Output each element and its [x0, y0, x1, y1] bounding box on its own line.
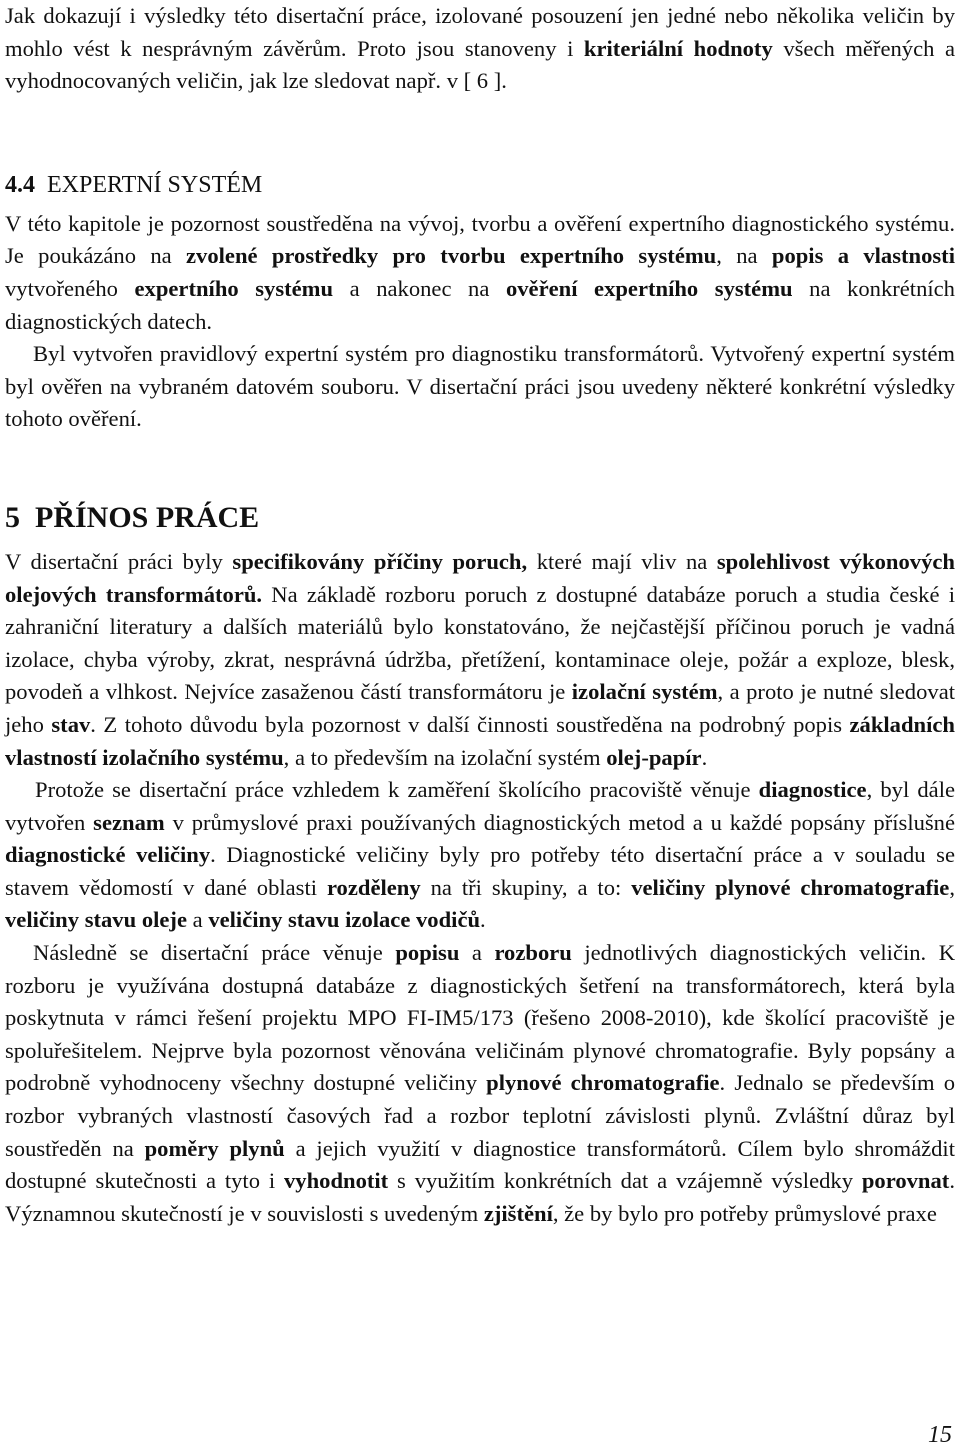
bold-run: spolehlivost výkonových olejových transformátorů. [5, 548, 955, 607]
text-run: Protože se disertační práce vzhledem k zaměření školícího pracoviště věnuje [35, 777, 759, 803]
bold-run: expertního systému [134, 275, 334, 301]
bold-run: kriteriální hodnoty [583, 35, 773, 61]
section-4-4-paragraph-1 [5, 208, 955, 338]
bold-run: porovnat [861, 1168, 950, 1194]
text-run: a [186, 907, 209, 933]
bold-run: poměry plynů [144, 1135, 285, 1161]
section-5-paragraph-2 [5, 774, 955, 937]
bold-run: rozděleny [326, 874, 421, 900]
text-run: . Z tohoto důvodu byla pozornost v další činnosti soustředěna na podrobný popis [90, 711, 850, 737]
bold-run: olej-papír [606, 744, 702, 770]
bold-run: diagnostické veličiny [5, 842, 211, 868]
text-run: , na [716, 243, 772, 269]
text-run: , [949, 874, 955, 900]
bold-run: plynové chromatografie [486, 1070, 720, 1096]
page-number: 15 [928, 1422, 952, 1448]
section-title: PŘÍNOS PRÁCE [35, 500, 260, 534]
text-run: . Jednalo se především o rozbor vybraných vlastností časových řad a rozbor teplotní závislosti plynů. Zvláštní důraz byl soustředěn na [5, 1070, 955, 1161]
bold-run: ověření expertního systému [505, 275, 793, 301]
section-number: 5 [5, 500, 20, 534]
text-run: , a to především na izolační systém [283, 744, 607, 770]
bold-run: popisu [395, 940, 460, 966]
bold-run: veličiny stavu izolace vodičů [208, 907, 481, 933]
text-run: v průmyslové praxi používaných diagnostických metod a u každé popsány příslušné [164, 809, 956, 835]
section-5-paragraph-1 [5, 546, 955, 774]
text-run: . Významnou skutečností je v souvislosti s uvedeným [5, 1168, 955, 1226]
text-run: s využitím konkrétních dat a vzájemně výsledky [388, 1168, 862, 1194]
bold-run: veličiny plynové chromatografie [631, 874, 950, 900]
bold-run: izolační systém [571, 679, 718, 705]
bold-run: veličiny stavu oleje [5, 907, 187, 933]
bold-run: rozboru [494, 940, 572, 966]
text-run: . [701, 744, 708, 770]
text-run: na tři skupiny, a to: [420, 874, 632, 900]
text-run: Následně se disertační práce věnuje [33, 940, 396, 966]
text-run: . [480, 907, 486, 933]
bold-run: zjištění [483, 1200, 553, 1226]
section-5-paragraph-3 [5, 937, 955, 1230]
section-number: 4.4 [5, 171, 35, 198]
text-run: které mají vliv na [527, 548, 717, 574]
text-run: vytvořeného [5, 275, 135, 301]
text-run: na konkrétních diagnostických datech. [5, 275, 955, 334]
bold-run: specifikovány příčiny poruch, [232, 548, 528, 574]
intro-paragraph [5, 0, 955, 98]
text-run: a nakonec na [333, 275, 506, 301]
bold-run: popis a vlastnosti [771, 243, 955, 269]
text-run: . Diagnostické veličiny byly pro potřeby této disertační práce a v souladu se stavem vědomostí v dané oblasti [5, 842, 955, 900]
bold-run: diagnostice [758, 777, 867, 803]
bold-run: zvolené prostředky pro tvorbu expertního systému [186, 243, 717, 269]
text-run: Na základě rozboru poruch z dostupné databáze poruch a studia české i zahraniční literatury a dalších materiálů bylo konstatováno, že nejčastější příčinou poruch je vadná izolace, chyba výroby, zkrat, nesprávná údržba, přetížení, kontaminace oleje, požár a exploze, blesk, povodeň a vlhkost. Nejvíce zasaženou částí transformátoru je [5, 581, 955, 705]
bold-run: vyhodnotit [283, 1168, 389, 1194]
text-run: všech měřených a vyhodnocovaných veličin, jak lze sledovat např. v [ 6 ]. [5, 35, 955, 94]
section-title: EXPERTNÍ SYSTÉM [47, 171, 263, 198]
text-run: a [459, 940, 495, 966]
section-heading-4-4 [5, 170, 955, 200]
text-run: jednotlivých diagnostických veličin. K rozboru je využívána dostupná databáze z diagnostických šetření na transformátorech, která byla poskytnuta v rámci řešení projektu MPO FI-IM5/173 (řešeno 2008-2010), kde školící pracoviště je spoluřešitelem. Nejprve byla pozornost věnována veličinám plynové chromatografie. Byly popsány a podrobně vyhodnoceny všechny dostupné veličiny [5, 940, 956, 1096]
bold-run: stav [51, 711, 91, 737]
section-heading-5 [5, 500, 955, 536]
text-run: , a proto je nutné sledovat jeho [5, 679, 955, 737]
bold-run: základních vlastností izolačního systému [5, 711, 955, 770]
text-run: V této kapitole je pozornost soustředěna na vývoj, tvorbu a ověření expertního diagnostického systému. Je poukázáno na [5, 210, 955, 269]
text-run: Jak dokazují i výsledky této disertační práce, izolované posouzení jen jedné nebo několika veličin by mohlo vést k nesprávným závěrům. Proto jsou stanoveny i [5, 3, 955, 61]
text-run: , že by bylo pro potřeby průmyslové praxe [552, 1200, 937, 1226]
bold-run: seznam [93, 809, 165, 835]
text-run: V disertační práci byly [5, 548, 233, 574]
document-page [5, 0, 955, 1230]
text-run: , byl dále vytvořen [5, 777, 955, 835]
section-4-4-paragraph-2: Byl vytvořen pravidlový expertní systém pro diagnostiku transformátorů. Vytvořený expertní systém byl ověřen na vybraném datovém souboru. V disertační práci jsou uvedeny některé konkrétní výsledky tohoto ověření. [5, 341, 955, 432]
text-run: a jejich využití v diagnostice transformátorů. Cílem bylo shromáždit dostupné skutečnosti a tyto i [5, 1135, 955, 1194]
